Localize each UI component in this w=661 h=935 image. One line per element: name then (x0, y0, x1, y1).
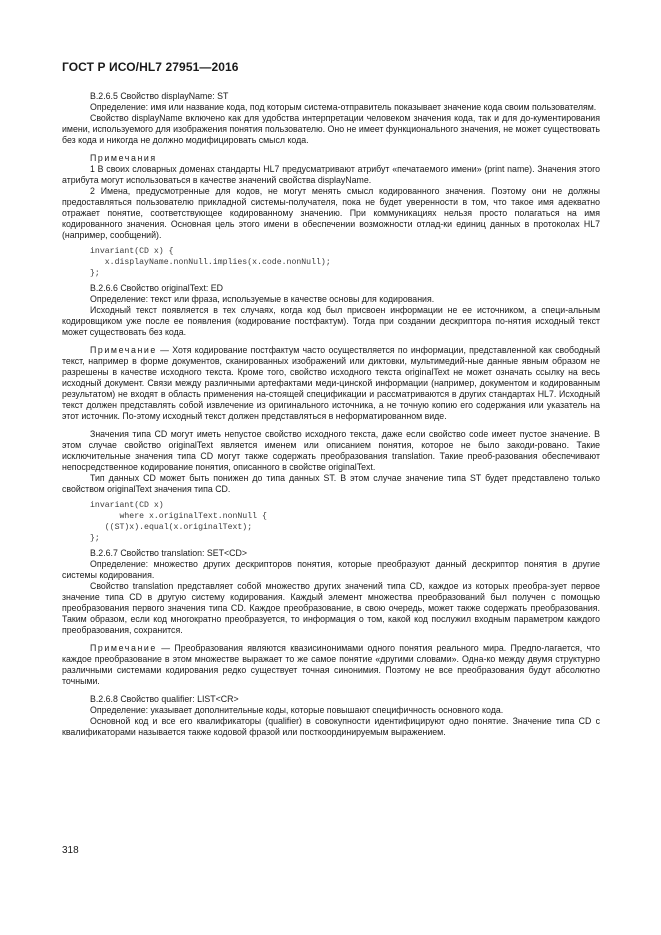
section-heading: B.2.6.6 Свойство originalText: ED (90, 283, 223, 293)
note-text: — Хотя кодирование постфактум часто осуществляется по информации, представленной как свободный текст, например в форме документов, сканированных изображений или диктовки, мультимедий-ные данные явным образом не разрешены в качестве исходного текста. Кроме того, свойство исходного текста originalText не может означать ссылку на весь исходный документ. Связи между различными артефактами меди-цинской информации (например, документом и кодированным результатом) не входят в область применения на-стоящей спецификации и рассматриваются в других стандартах HL7. Исходный текст должен представлять собой извлечение из оригинального источника, а не точную копию его содержания или указатель на этот источник. По-этому исходный текст должен представляться в неформатированном виде. (62, 345, 600, 421)
paragraph: Исходный текст появляется в тех случаях, когда код был присвоен информации не ее источником, а специ-альным кодировщиком уже после ее появления (кодирование постфактум). Тогда при создании дескриптора по-нятия исходный текст может существовать без кода. (62, 305, 600, 337)
note-2: 2 Имена, предусмотренные для кодов, не могут менять смысл кодированного значения. Поэтому они не должны предоставляться пользователю прикладной системы-получателя, пока не будет уверенности в том, что такое имя адекватно отражает понятие, соответствующее кодированному значению. При коммуникациях нельзя просто полагаться на имя кодированного значения. Основная цель этого имени в обеспечении возможности отлад-ки единиц данных в протоколах HL7 (например, сообщений). (62, 186, 600, 240)
note (62, 345, 600, 422)
definition: Определение: указывает дополнительные коды, которые повышают специфичность основного кода. (90, 705, 504, 715)
code-block: invariant(CD x) where x.originalText.nonNull { ((ST)x).equal(x.originalText); }; (90, 501, 267, 543)
note-1: 1 В своих словарных доменах стандарты HL7 предусматривают атрибут «печатаемого имени» (print name). Значения этого атрибута могут использоваться в качестве значений свойства displayName. (62, 164, 600, 185)
paragraph: Значения типа CD могут иметь непустое свойство исходного текста, даже если свойство code имеет пустое значение. В этом случае свойство originalText является именем или описанием понятия, которое не было закоди-ровано. Такие исключительные значения типа CD могут также содержать преобразования translation. Такие преоб-разования обеспечивают непосредственное кодирование понятия, описанного в свойстве originalText. (62, 429, 600, 472)
definition: Определение: текст или фраза, используемые в качестве основы для кодирования. (90, 294, 435, 304)
note-label: Примечание (90, 643, 157, 653)
definition: Определение: имя или название кода, под которым система-отправитель показывает значение кода своим пользователям. (90, 102, 597, 112)
note (62, 643, 600, 687)
paragraph: Свойство displayName включено как для удобства интерпретации человеком значения кода, так и для до-кументирования имени, используемого для изображения понятия пользователю. Оно не имеет функционального значения, не может существовать без кода и никогда не должно модифицировать смысл кода. (62, 113, 600, 145)
page-content (62, 91, 600, 738)
paragraph: Основной код и все его квалификаторы (qualifier) в совокупности идентифицируют одно понятие. Значение типа CD с квалификаторами называется также кодовой фразой или посткоординируемым выражением. (62, 716, 600, 737)
section-heading: B.2.6.7 Свойство translation: SET<CD> (90, 548, 247, 558)
document-header: ГОСТ Р ИСО/HL7 27951—2016 (62, 60, 239, 74)
paragraph: Тип данных CD может быть понижен до типа данных ST. В этом случае значение типа ST будет представлено только свойством originalText значения типа CD. (62, 473, 600, 494)
code-block: invariant(CD x) { x.displayName.nonNull.implies(x.code.nonNull); }; (90, 247, 331, 278)
note-text: — Преобразования являются квазисинонимами одного понятия реального мира. Предпо-лагается, что каждое преобразование в этом множестве выражает то же самое понятие «другими словами». Одна-ко между двумя структурно различными системами кодирования редко существует точная синонимия. Поэтому не все преобразования будут абсолютно точными. (62, 643, 600, 686)
section-heading: B.2.6.5 Свойство displayName: ST (90, 91, 229, 101)
paragraph: Свойство translation представляет собой множество других значений типа CD, каждое из которых преобра-зует первое значение типа CD в другую систему кодирования. Каждый элемент множества преобразований был получен с помощью преобразования первого значения типа CD. Каждое преобразование, в свою очередь, может также содержать преобразования. Таким образом, если код многократно преобразуется, то информация о том, какой код послужил входным параметром каждого преобразования, сохранится. (62, 581, 600, 635)
definition: Определение: множество других дескрипторов понятия, которые преобразуют данный дескриптор понятия в другие системы кодирования. (62, 559, 600, 580)
section-heading: B.2.6.8 Свойство qualifier: LIST<CR> (90, 694, 239, 704)
note-label: Примечание (90, 345, 157, 355)
page-number: 318 (62, 845, 79, 856)
notes-title: Примечания (90, 153, 157, 163)
